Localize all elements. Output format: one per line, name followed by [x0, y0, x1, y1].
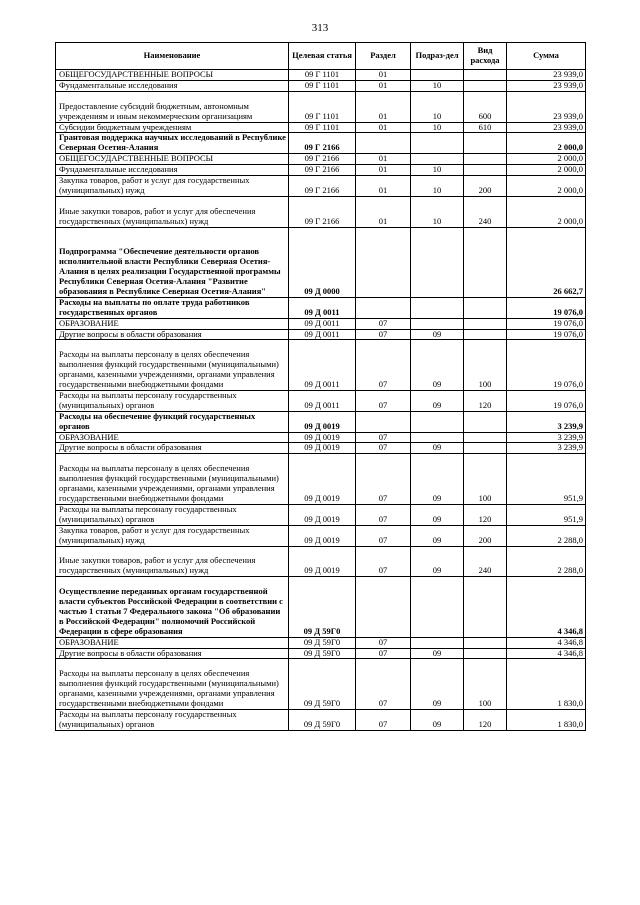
table-cell-section: 01 [356, 165, 411, 176]
table-cell-subsection: 09 [411, 329, 464, 340]
table-cell-name: Субсидии бюджетным учреждениям [56, 122, 289, 133]
table-cell-name: Подпрограмма "Обеспечение деятельности органов исполнительной власти Республики Северная Осетия-Алания в целях реализации Государственной программы Республики Северная Осетия-Алания "Развитие образования в Республике Северная Осетия-Алания" [56, 227, 289, 297]
table-cell-expense-type [464, 443, 507, 454]
table-cell-section: 01 [356, 154, 411, 165]
table-cell-target: 09 Д 0019 [289, 525, 356, 546]
table-cell-expense-type [464, 411, 507, 432]
table-cell-target: 09 Г 1101 [289, 70, 356, 81]
table-cell-subsection: 09 [411, 443, 464, 454]
table-cell-target: 09 Д 0019 [289, 546, 356, 577]
table-cell-subsection: 09 [411, 546, 464, 577]
table-row [56, 165, 586, 176]
table-cell-sum: 23 939,0 [507, 91, 586, 122]
table-cell-section: 07 [356, 340, 411, 391]
table-cell-expense-type: 100 [464, 454, 507, 505]
table-row [56, 297, 586, 318]
table-cell-sum: 2 000,0 [507, 196, 586, 227]
table-cell-section: 07 [356, 329, 411, 340]
table-cell-expense-type [464, 648, 507, 659]
table-cell-section: 01 [356, 91, 411, 122]
table-cell-section: 07 [356, 525, 411, 546]
table-cell-name: ОБРАЗОВАНИЕ [56, 432, 289, 443]
table-cell-subsection: 09 [411, 709, 464, 730]
table-cell-subsection [411, 70, 464, 81]
page-number: 313 [311, 22, 329, 34]
table-cell-expense-type [464, 637, 507, 648]
table-row [56, 390, 586, 411]
table-cell-subsection: 09 [411, 659, 464, 710]
table-cell-name: Закупка товаров, работ и услуг для государственных (муниципальных) нужд [56, 525, 289, 546]
table-cell-sum: 2 000,0 [507, 154, 586, 165]
table-cell-section [356, 411, 411, 432]
table-cell-subsection: 10 [411, 122, 464, 133]
table-row [56, 176, 586, 197]
table-cell-target: 09 Г 2166 [289, 133, 356, 154]
table-cell-name: Другие вопросы в области образования [56, 329, 289, 340]
table-row [56, 133, 586, 154]
table-cell-sum: 23 939,0 [507, 122, 586, 133]
table-cell-sum: 19 076,0 [507, 390, 586, 411]
table-cell-subsection: 09 [411, 454, 464, 505]
table-cell-name: Закупка товаров, работ и услуг для государственных (муниципальных) нужд [56, 176, 289, 197]
table-cell-target: 09 Д 0011 [289, 318, 356, 329]
table-row [56, 432, 586, 443]
table-cell-name: Другие вопросы в области образования [56, 443, 289, 454]
table-cell-target: 09 Д 0011 [289, 329, 356, 340]
table-cell-expense-type [464, 133, 507, 154]
table-cell-subsection: 10 [411, 196, 464, 227]
table-cell-name: Расходы на обеспечение функций государственных органов [56, 411, 289, 432]
table-cell-target: 09 Д 0019 [289, 411, 356, 432]
table-cell-target: 09 Д 0011 [289, 390, 356, 411]
table-cell-target: 09 Г 2166 [289, 165, 356, 176]
table-cell-expense-type: 100 [464, 340, 507, 391]
table-cell-sum: 4 346,8 [507, 637, 586, 648]
table-cell-name: Расходы на выплаты персоналу государственных (муниципальных) органов [56, 390, 289, 411]
table-cell-subsection [411, 637, 464, 648]
table-cell-subsection [411, 133, 464, 154]
table-cell-name: Другие вопросы в области образования [56, 648, 289, 659]
table-row [56, 154, 586, 165]
table-row [56, 329, 586, 340]
table-cell-subsection: 09 [411, 340, 464, 391]
table-cell-subsection [411, 154, 464, 165]
table-cell-expense-type: 120 [464, 709, 507, 730]
table-cell-target: 09 Д 59Г0 [289, 577, 356, 637]
table-cell-target: 09 Г 1101 [289, 91, 356, 122]
table-cell-section: 07 [356, 454, 411, 505]
table-cell-sum: 4 346,8 [507, 577, 586, 637]
table-cell-section: 07 [356, 432, 411, 443]
table-cell-expense-type [464, 318, 507, 329]
table-cell-expense-type: 600 [464, 91, 507, 122]
table-cell-expense-type: 120 [464, 390, 507, 411]
table-cell-name: ОБРАЗОВАНИЕ [56, 637, 289, 648]
table-cell-expense-type: 200 [464, 525, 507, 546]
table-cell-name: Иные закупки товаров, работ и услуг для обеспечения государственных (муниципальных) нужд [56, 196, 289, 227]
table-cell-name: Расходы на выплаты персоналу в целях обеспечения выполнения функций государственными (муниципальными) органами, казенными учреждениями, органами управления государственными внебюджетными фондами [56, 659, 289, 710]
table-cell-name: Расходы на выплаты персоналу государственных (муниципальных) органов [56, 504, 289, 525]
table-cell-sum: 23 939,0 [507, 70, 586, 81]
table-cell-sum: 19 076,0 [507, 340, 586, 391]
table-row [56, 340, 586, 391]
table-cell-target: 09 Д 59Г0 [289, 637, 356, 648]
table-cell-sum: 19 076,0 [507, 329, 586, 340]
table-cell-subsection [411, 318, 464, 329]
table-row [56, 443, 586, 454]
table-cell-section: 07 [356, 546, 411, 577]
table-row [56, 318, 586, 329]
table-cell-subsection: 10 [411, 91, 464, 122]
table-cell-target: 09 Д 0019 [289, 504, 356, 525]
table-cell-sum: 19 076,0 [507, 318, 586, 329]
table-cell-section [356, 577, 411, 637]
table-row [56, 122, 586, 133]
table-row [56, 637, 586, 648]
table-row [56, 411, 586, 432]
table-cell-section [356, 133, 411, 154]
header-name: Наименование [56, 43, 289, 70]
table-cell-section: 07 [356, 637, 411, 648]
table-row [56, 91, 586, 122]
table-cell-section: 01 [356, 80, 411, 91]
table-cell-target: 09 Г 1101 [289, 80, 356, 91]
table-cell-target: 09 Д 0011 [289, 297, 356, 318]
table-cell-name: Расходы на выплаты персоналу в целях обеспечения выполнения функций государственными (муниципальными) органами, казенными учреждениями, органами управления государственными внебюджетными фондами [56, 340, 289, 391]
table-cell-sum: 3 239,9 [507, 443, 586, 454]
table-cell-expense-type [464, 227, 507, 297]
table-cell-expense-type [464, 297, 507, 318]
table-cell-sum: 2 288,0 [507, 546, 586, 577]
table-cell-subsection: 09 [411, 648, 464, 659]
table-cell-target: 09 Г 2166 [289, 196, 356, 227]
table-cell-target: 09 Д 59Г0 [289, 648, 356, 659]
table-cell-name: Расходы на выплаты по оплате труда работников государственных органов [56, 297, 289, 318]
table-row [56, 504, 586, 525]
table-cell-subsection [411, 577, 464, 637]
table-cell-sum: 2 288,0 [507, 525, 586, 546]
table-cell-sum: 3 239,9 [507, 411, 586, 432]
table-cell-expense-type [464, 165, 507, 176]
table-cell-subsection [411, 411, 464, 432]
table-cell-target: 09 Д 0019 [289, 454, 356, 505]
table-row [56, 577, 586, 637]
table-cell-subsection: 10 [411, 165, 464, 176]
table-cell-name: ОБЩЕГОСУДАРСТВЕННЫЕ ВОПРОСЫ [56, 154, 289, 165]
table-cell-sum: 4 346,8 [507, 648, 586, 659]
table-cell-section: 07 [356, 648, 411, 659]
header-target: Целевая статья [289, 43, 356, 70]
table-cell-sum: 26 662,7 [507, 227, 586, 297]
table-cell-section: 07 [356, 709, 411, 730]
table-cell-sum: 1 830,0 [507, 659, 586, 710]
table-cell-expense-type [464, 329, 507, 340]
table-cell-sum: 2 000,0 [507, 165, 586, 176]
table-cell-sum: 951,9 [507, 454, 586, 505]
header-sum: Сумма [507, 43, 586, 70]
table-cell-name: Грантовая поддержка научных исследований в Республике Северная Осетия-Алания [56, 133, 289, 154]
table-cell-expense-type: 240 [464, 546, 507, 577]
table-header-row [56, 43, 586, 70]
table-cell-target: 09 Д 0019 [289, 443, 356, 454]
table-cell-expense-type: 240 [464, 196, 507, 227]
table-cell-name: Фундаментальные исследования [56, 80, 289, 91]
table-cell-section: 01 [356, 176, 411, 197]
table-row [56, 80, 586, 91]
table-cell-expense-type [464, 577, 507, 637]
table-cell-subsection [411, 227, 464, 297]
table-cell-subsection: 10 [411, 80, 464, 91]
table-row [56, 70, 586, 81]
table-cell-subsection [411, 432, 464, 443]
table-row [56, 454, 586, 505]
table-cell-target: 09 Д 0000 [289, 227, 356, 297]
table-cell-section: 07 [356, 443, 411, 454]
table-row [56, 196, 586, 227]
table-cell-section: 07 [356, 390, 411, 411]
table-cell-name: Иные закупки товаров, работ и услуг для обеспечения государственных (муниципальных) нужд [56, 546, 289, 577]
table-row [56, 709, 586, 730]
header-subsection: Подраз-дел [411, 43, 464, 70]
table-cell-subsection: 10 [411, 176, 464, 197]
table-cell-target: 09 Д 0011 [289, 340, 356, 391]
table-cell-target: 09 Д 0019 [289, 432, 356, 443]
table-cell-target: 09 Г 2166 [289, 176, 356, 197]
table-cell-section: 01 [356, 196, 411, 227]
table-cell-section [356, 227, 411, 297]
table-cell-sum: 23 939,0 [507, 80, 586, 91]
table-row [56, 546, 586, 577]
table-cell-section: 07 [356, 659, 411, 710]
table-cell-sum: 1 830,0 [507, 709, 586, 730]
table-cell-target: 09 Д 59Г0 [289, 709, 356, 730]
table-cell-sum: 19 076,0 [507, 297, 586, 318]
table-cell-subsection: 09 [411, 525, 464, 546]
table-cell-expense-type [464, 432, 507, 443]
table-row [56, 659, 586, 710]
table-row [56, 525, 586, 546]
table-cell-expense-type: 100 [464, 659, 507, 710]
table-cell-name: Осуществление переданных органам государственной власти субъектов Российской Федерации в соответствии с частью 1 статьи 7 Федерального закона "Об образовании в Российской Федерации" полномочий Российской Федерации в сфере образования [56, 577, 289, 637]
table-cell-name: Фундаментальные исследования [56, 165, 289, 176]
table-row [56, 227, 586, 297]
table-cell-sum: 951,9 [507, 504, 586, 525]
table-cell-subsection: 09 [411, 504, 464, 525]
table-cell-section: 07 [356, 504, 411, 525]
table-cell-sum: 2 000,0 [507, 176, 586, 197]
table-cell-name: Предоставление субсидий бюджетным, автономным учреждениям и иным некоммерческим организациям [56, 91, 289, 122]
table-cell-expense-type: 200 [464, 176, 507, 197]
table-cell-section [356, 297, 411, 318]
table-cell-name: ОБРАЗОВАНИЕ [56, 318, 289, 329]
header-expense-type: Вид расхода [464, 43, 507, 70]
table-cell-target: 09 Г 1101 [289, 122, 356, 133]
table-cell-sum: 2 000,0 [507, 133, 586, 154]
table-cell-expense-type: 120 [464, 504, 507, 525]
table-cell-section: 01 [356, 122, 411, 133]
table-cell-expense-type [464, 70, 507, 81]
table-cell-expense-type [464, 80, 507, 91]
table-cell-subsection: 09 [411, 390, 464, 411]
table-cell-name: ОБЩЕГОСУДАРСТВЕННЫЕ ВОПРОСЫ [56, 70, 289, 81]
table-cell-section: 01 [356, 70, 411, 81]
header-section: Раздел [356, 43, 411, 70]
table-row [56, 648, 586, 659]
table-cell-section: 07 [356, 318, 411, 329]
budget-table [55, 42, 586, 731]
table-cell-target: 09 Д 59Г0 [289, 659, 356, 710]
table-cell-target: 09 Г 2166 [289, 154, 356, 165]
table-cell-expense-type: 610 [464, 122, 507, 133]
table-cell-name: Расходы на выплаты персоналу государственных (муниципальных) органов [56, 709, 289, 730]
table-cell-subsection [411, 297, 464, 318]
table-cell-sum: 3 239,9 [507, 432, 586, 443]
table-cell-expense-type [464, 154, 507, 165]
table-cell-name: Расходы на выплаты персоналу в целях обеспечения выполнения функций государственными (муниципальными) органами, казенными учреждениями, органами управления государственными внебюджетными фондами [56, 454, 289, 505]
